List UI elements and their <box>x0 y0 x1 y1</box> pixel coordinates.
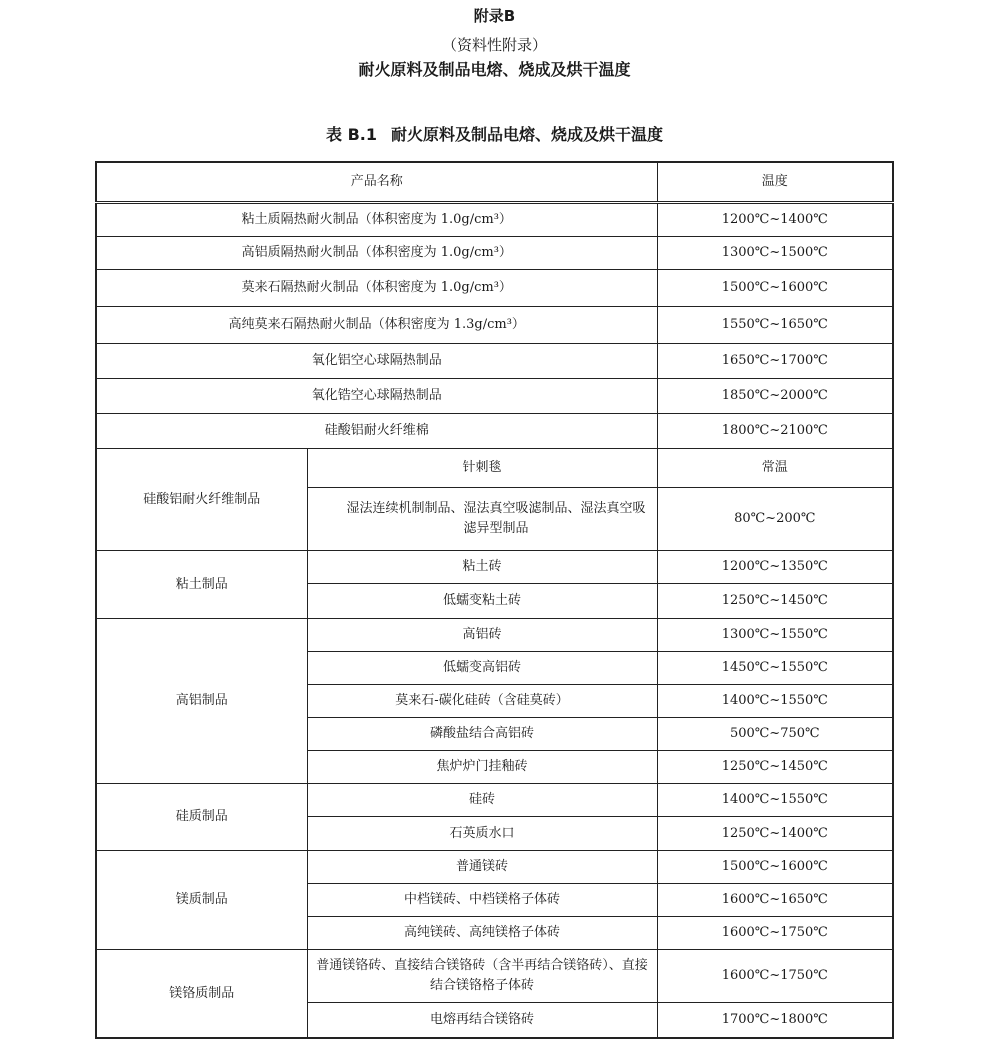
temperature-table <box>95 161 894 1039</box>
category-cell: 硅质制品 <box>96 784 307 851</box>
header-temperature: 温度 <box>657 162 893 203</box>
appendix-type: （资料性附录） <box>441 36 547 54</box>
product-name-cell: 普通镁铬砖、直接结合镁铬砖（含半再结合镁铬砖）、直接结合镁铬格子体砖 <box>307 950 657 1003</box>
product-name-cell: 高纯莫来石隔热耐火制品（体积密度为 1.3g/cm³） <box>96 307 657 344</box>
product-name-cell: 莫来石-碳化硅砖（含硅莫砖） <box>307 685 657 718</box>
temperature-cell: 1400℃~1550℃ <box>657 784 893 817</box>
table-row <box>96 449 893 488</box>
product-name-cell: 粘土砖 <box>307 551 657 584</box>
table-title: 耐火原料及制品电熔、烧成及烘干温度 <box>390 125 663 144</box>
temperature-cell: 1250℃~1450℃ <box>657 751 893 784</box>
table-row <box>96 307 893 344</box>
table-row <box>96 270 893 307</box>
product-name-cell: 湿法连续机制制品、湿法真空吸滤制品、湿法真空吸滤异型制品 <box>307 488 657 551</box>
temperature-cell: 1500℃~1600℃ <box>657 851 893 884</box>
temperature-cell: 1250℃~1450℃ <box>657 584 893 619</box>
temperature-cell: 80℃~200℃ <box>657 488 893 551</box>
temperature-cell: 1200℃~1350℃ <box>657 551 893 584</box>
temperature-cell: 常温 <box>657 449 893 488</box>
product-name-cell: 氧化锆空心球隔热制品 <box>96 379 657 414</box>
temperature-cell: 1200℃~1400℃ <box>657 203 893 237</box>
product-name-cell: 莫来石隔热耐火制品（体积密度为 1.0g/cm³） <box>96 270 657 307</box>
product-name-cell: 粘土质隔热耐火制品（体积密度为 1.0g/cm³） <box>96 203 657 237</box>
temperature-cell: 1550℃~1650℃ <box>657 307 893 344</box>
product-name-cell: 中档镁砖、中档镁格子体砖 <box>307 884 657 917</box>
table-row <box>96 551 893 584</box>
product-name-cell: 硅酸铝耐火纤维棉 <box>96 414 657 449</box>
table-caption <box>0 122 989 145</box>
appendix-title: 耐火原料及制品电熔、烧成及烘干温度 <box>358 60 631 79</box>
table-row <box>96 344 893 379</box>
table-row <box>96 379 893 414</box>
table-row <box>96 851 893 884</box>
temperature-cell: 1650℃~1700℃ <box>657 344 893 379</box>
category-cell: 镁铬质制品 <box>96 950 307 1039</box>
temperature-cell: 1600℃~1750℃ <box>657 950 893 1003</box>
product-name-cell: 高铝质隔热耐火制品（体积密度为 1.0g/cm³） <box>96 237 657 270</box>
category-cell: 镁质制品 <box>96 851 307 950</box>
header-product-name: 产品名称 <box>96 162 657 203</box>
product-name-cell: 针刺毯 <box>307 449 657 488</box>
appendix-label: 附录B <box>473 7 516 25</box>
table-row <box>96 237 893 270</box>
temperature-cell: 1600℃~1750℃ <box>657 917 893 950</box>
product-name-cell: 石英质水口 <box>307 817 657 851</box>
temperature-cell: 500℃~750℃ <box>657 718 893 751</box>
product-name-cell: 氧化铝空心球隔热制品 <box>96 344 657 379</box>
temperature-cell: 1850℃~2000℃ <box>657 379 893 414</box>
table-row <box>96 203 893 237</box>
temperature-cell: 1300℃~1550℃ <box>657 619 893 652</box>
temperature-cell: 1250℃~1400℃ <box>657 817 893 851</box>
product-name-cell: 硅砖 <box>307 784 657 817</box>
product-name-cell: 磷酸盐结合高铝砖 <box>307 718 657 751</box>
category-cell: 粘土制品 <box>96 551 307 619</box>
product-name-cell: 普通镁砖 <box>307 851 657 884</box>
product-name-cell: 低蠕变粘土砖 <box>307 584 657 619</box>
table-row <box>96 414 893 449</box>
product-name-cell: 高铝砖 <box>307 619 657 652</box>
temperature-cell: 1800℃~2100℃ <box>657 414 893 449</box>
temperature-cell: 1700℃~1800℃ <box>657 1003 893 1039</box>
table-row <box>96 619 893 652</box>
temperature-cell: 1600℃~1650℃ <box>657 884 893 917</box>
temperature-cell: 1300℃~1500℃ <box>657 237 893 270</box>
table-row <box>96 950 893 1003</box>
product-name-cell: 焦炉炉门挂釉砖 <box>307 751 657 784</box>
product-name-cell: 高纯镁砖、高纯镁格子体砖 <box>307 917 657 950</box>
temperature-cell: 1450℃~1550℃ <box>657 652 893 685</box>
temperature-cell: 1400℃~1550℃ <box>657 685 893 718</box>
table-row <box>96 784 893 817</box>
category-cell: 高铝制品 <box>96 619 307 784</box>
table-number: 表 B.1 <box>326 125 377 144</box>
product-name-cell: 低蠕变高铝砖 <box>307 652 657 685</box>
category-cell: 硅酸铝耐火纤维制品 <box>96 449 307 551</box>
product-name-cell: 电熔再结合镁铬砖 <box>307 1003 657 1039</box>
temperature-cell: 1500℃~1600℃ <box>657 270 893 307</box>
